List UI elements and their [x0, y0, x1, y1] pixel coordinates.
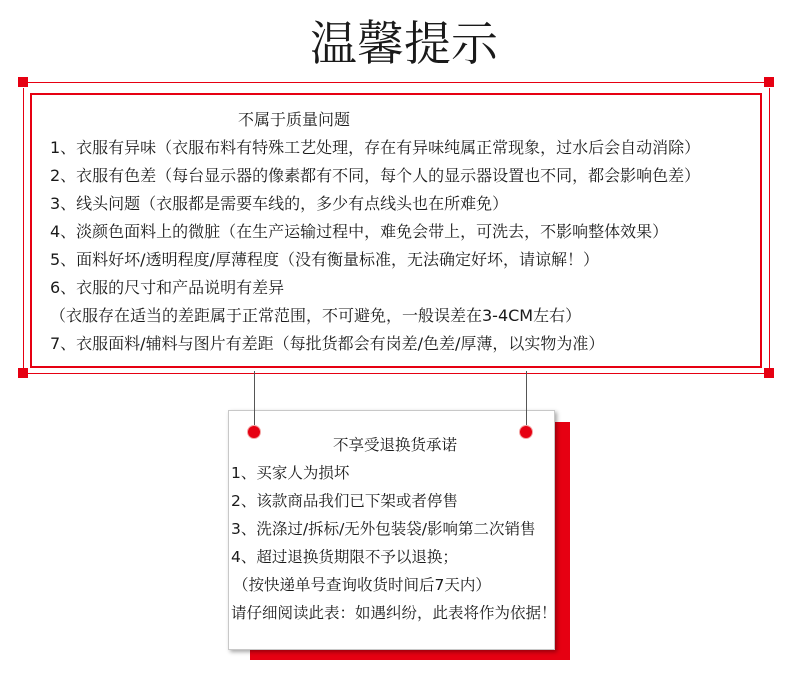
quality-notice-item: 6、衣服的尺寸和产品说明有差异	[50, 278, 285, 297]
pin-dot-right	[520, 426, 532, 438]
return-notice-item-note: （按快递单号查询收货时间后7天内）	[233, 576, 491, 594]
quality-notice-item: 4、淡颜色面料上的微脏（在生产运输过程中，难免会带上，可洗去，不影响整体效果）	[50, 222, 669, 241]
return-notice-heading: 不享受退换货承诺	[333, 436, 458, 454]
return-notice-item: 4、超过退换货期限不予以退换；	[231, 548, 458, 566]
return-notice-item: 3、洗涤过/拆标/无外包装袋/影响第二次销售	[231, 520, 536, 538]
quality-notice-item: 7、衣服面料/辅料与图片有差距（每批货都会有岗差/色差/厚薄，以实物为准）	[50, 334, 605, 353]
quality-notice-item-note: （衣服存在适当的差距属于正常范围，不可避免，一般误差在3-4CM左右）	[50, 306, 582, 325]
connector-line-left	[254, 371, 255, 429]
return-notice-card	[228, 410, 555, 650]
frame-line-right	[769, 88, 770, 368]
pin-dot-left	[248, 426, 260, 438]
quality-notice-box	[30, 93, 762, 368]
quality-notice-list	[50, 106, 700, 358]
quality-notice-item: 3、线头问题（衣服都是需要车线的，多少有点线头也在所难免）	[50, 194, 509, 213]
corner-square-bottom-right	[764, 368, 774, 378]
connector-line-right	[526, 371, 527, 429]
frame-line-left	[23, 88, 24, 368]
corner-square-bottom-left	[18, 368, 28, 378]
corner-square-top-left	[18, 77, 28, 87]
quality-notice-item: 2、衣服有色差（每台显示器的像素都有不同，每个人的显示器设置也不同，都会影响色差）	[50, 166, 701, 185]
corner-square-top-right	[764, 77, 774, 87]
return-notice-item: 1、买家人为损坏	[231, 464, 350, 482]
quality-notice-heading: 不属于质量问题	[238, 110, 351, 129]
frame-line-bottom	[28, 373, 764, 374]
return-notice-item: 2、该款商品我们已下架或者停售	[231, 492, 458, 510]
page-title: 温馨提示	[310, 17, 498, 72]
frame-line-top	[28, 82, 764, 83]
return-notice-footer: 请仔细阅读此表：如遇纠纷，此表将作为依据！	[231, 604, 557, 622]
quality-notice-item: 5、面料好坏/透明程度/厚薄程度（没有衡量标准，无法确定好坏，请谅解！）	[50, 250, 599, 269]
return-notice-list	[231, 431, 557, 627]
quality-notice-item: 1、衣服有异味（衣服布料有特殊工艺处理，存在有异味纯属正常现象，过水后会自动消除）	[50, 138, 701, 157]
